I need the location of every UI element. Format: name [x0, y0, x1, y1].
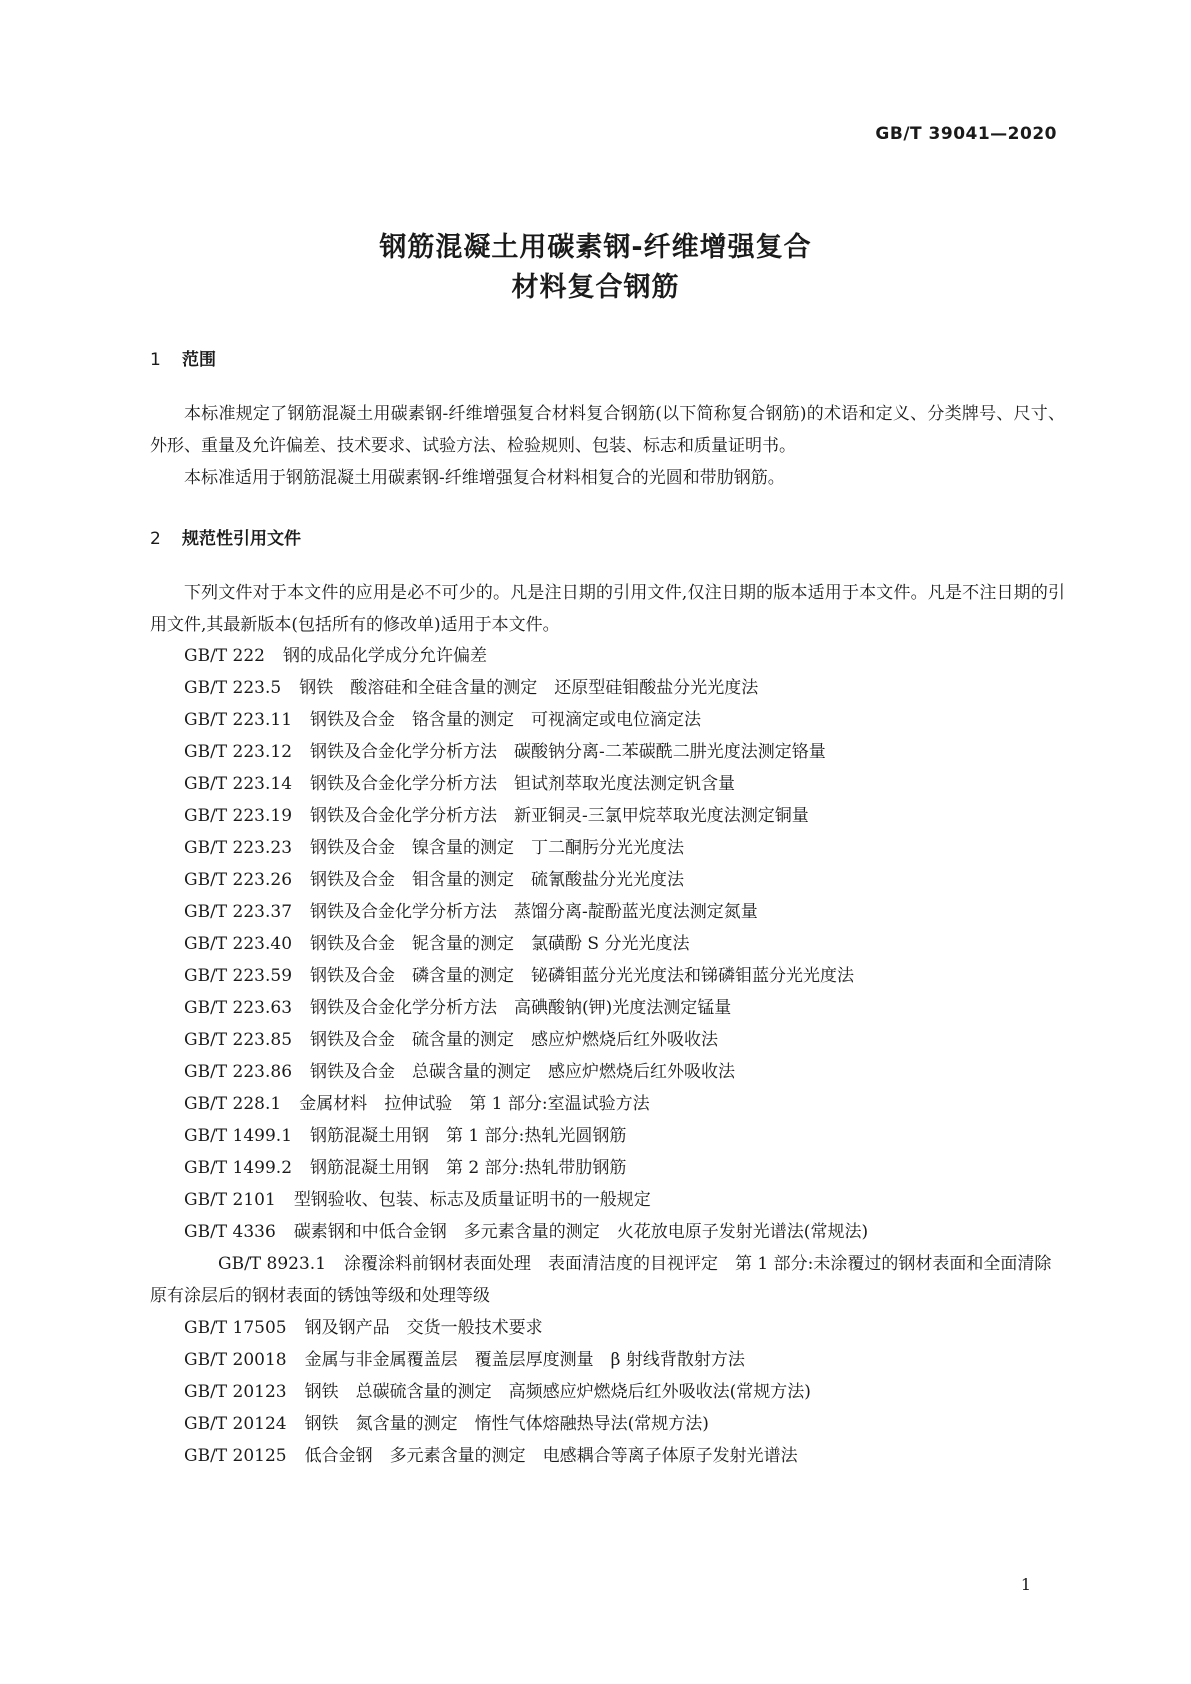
reference-title: 金属与非金属覆盖层 覆盖层厚度测量 β 射线背散射方法 — [304, 1350, 745, 1370]
reference-code: GB/T 223.85 — [184, 1030, 293, 1050]
reference-code: GB/T 223.40 — [184, 934, 293, 954]
reference-item — [150, 1248, 1065, 1312]
reference-code: GB/T 223.26 — [184, 870, 293, 890]
reference-item — [150, 1120, 1065, 1152]
reference-title: 钢铁 氮含量的测定 惰性气体熔融热导法(常规方法) — [304, 1414, 709, 1434]
reference-code: GB/T 222 — [184, 646, 265, 666]
paragraph: 下列文件对于本文件的应用是必不可少的。凡是注日期的引用文件,仅注日期的版本适用于本文件。凡是不注日期的引用文件,其最新版本(包括所有的修改单)适用于本文件。 — [150, 583, 1065, 635]
reference-item — [150, 1056, 1065, 1088]
reference-item — [150, 1216, 1065, 1248]
reference-item — [150, 1312, 1065, 1344]
section-title: 范围 — [182, 350, 216, 370]
section-1-body — [150, 398, 1065, 494]
reference-item — [150, 832, 1065, 864]
reference-code: GB/T 223.11 — [184, 710, 293, 730]
section-1-heading — [150, 345, 216, 370]
reference-code: GB/T 223.14 — [184, 774, 293, 794]
reference-code: GB/T 17505 — [184, 1318, 287, 1338]
reference-code: GB/T 20125 — [184, 1446, 287, 1466]
reference-item — [150, 768, 1065, 800]
reference-title: 钢铁及合金 铌含量的测定 氯磺酚 S 分光光度法 — [310, 934, 690, 954]
standard-code: GB/T 39041—2020 — [875, 124, 1057, 144]
reference-title: 钢铁及合金化学分析方法 新亚铜灵-三氯甲烷萃取光度法测定铜量 — [310, 806, 809, 826]
reference-title: 钢铁及合金 镍含量的测定 丁二酮肟分光光度法 — [310, 838, 685, 858]
reference-title: 金属材料 拉伸试验 第 1 部分:室温试验方法 — [299, 1094, 650, 1114]
reference-item — [150, 1408, 1065, 1440]
reference-item — [150, 1440, 1065, 1472]
reference-code: GB/T 4336 — [184, 1222, 276, 1242]
paragraph: 本标准适用于钢筋混凝土用碳素钢-纤维增强复合材料相复合的光圆和带肋钢筋。 — [184, 468, 785, 488]
reference-code: GB/T 20018 — [184, 1350, 287, 1370]
reference-title: 钢铁及合金化学分析方法 蒸馏分离-靛酚蓝光度法测定氮量 — [310, 902, 758, 922]
reference-item — [150, 1184, 1065, 1216]
reference-item — [150, 704, 1065, 736]
reference-title: 钢铁及合金化学分析方法 碳酸钠分离-二苯碳酰二肼光度法测定铬量 — [310, 742, 826, 762]
title-line-1: 钢筋混凝土用碳素钢-纤维增强复合 — [379, 232, 812, 263]
reference-title: 钢及钢产品 交货一般技术要求 — [304, 1318, 543, 1338]
reference-title: 钢铁 总碳硫含量的测定 高频感应炉燃烧后红外吸收法(常规方法) — [304, 1382, 811, 1402]
reference-item — [150, 640, 1065, 672]
paragraph: 本标准规定了钢筋混凝土用碳素钢-纤维增强复合材料复合钢筋(以下简称复合钢筋)的术语和定义、分类牌号、尺寸、外形、重量及允许偏差、技术要求、试验方法、检验规则、包装、标志和质量证明书。 — [150, 404, 1065, 456]
reference-code: GB/T 8923.1 — [218, 1254, 327, 1274]
section-2-heading — [150, 524, 301, 549]
reference-title: 钢铁 酸溶硅和全硅含量的测定 还原型硅钼酸盐分光光度法 — [299, 678, 759, 698]
reference-item — [150, 1024, 1065, 1056]
reference-item — [150, 736, 1065, 768]
reference-code: GB/T 223.12 — [184, 742, 293, 762]
reference-item — [150, 1088, 1065, 1120]
reference-code: GB/T 20123 — [184, 1382, 287, 1402]
section-title: 规范性引用文件 — [182, 529, 301, 549]
reference-title: 钢铁及合金 总碳含量的测定 感应炉燃烧后红外吸收法 — [310, 1062, 736, 1082]
reference-title: 碳素钢和中低合金钢 多元素含量的测定 火花放电原子发射光谱法(常规法) — [293, 1222, 869, 1242]
reference-title: 低合金钢 多元素含量的测定 电感耦合等离子体原子发射光谱法 — [304, 1446, 798, 1466]
reference-item — [150, 1376, 1065, 1408]
reference-title: 钢铁及合金 硫含量的测定 感应炉燃烧后红外吸收法 — [310, 1030, 719, 1050]
reference-title: 钢筋混凝土用钢 第 1 部分:热轧光圆钢筋 — [310, 1126, 627, 1146]
reference-code: GB/T 223.59 — [184, 966, 293, 986]
section-number: 1 — [150, 350, 161, 370]
reference-item — [150, 896, 1065, 928]
reference-code: GB/T 223.63 — [184, 998, 293, 1018]
reference-item — [150, 672, 1065, 704]
reference-item — [150, 928, 1065, 960]
section-2-intro — [150, 577, 1065, 641]
reference-code: GB/T 20124 — [184, 1414, 287, 1434]
reference-code: GB/T 228.1 — [184, 1094, 282, 1114]
title-line-2: 材料复合钢筋 — [511, 272, 680, 303]
reference-title: 钢铁及合金化学分析方法 钽试剂萃取光度法测定钒含量 — [310, 774, 736, 794]
reference-code: GB/T 223.23 — [184, 838, 293, 858]
reference-title: 钢铁及合金化学分析方法 高碘酸钠(钾)光度法测定锰量 — [310, 998, 732, 1018]
reference-title: 钢筋混凝土用钢 第 2 部分:热轧带肋钢筋 — [310, 1158, 627, 1178]
reference-title: 钢铁及合金 磷含量的测定 铋磷钼蓝分光光度法和锑磷钼蓝分光光度法 — [310, 966, 855, 986]
reference-code: GB/T 223.5 — [184, 678, 282, 698]
reference-code: GB/T 2101 — [184, 1190, 276, 1210]
document-title — [0, 228, 1191, 308]
reference-code: GB/T 223.86 — [184, 1062, 293, 1082]
page-number: 1 — [1020, 1575, 1031, 1594]
normative-references-list — [150, 640, 1065, 1472]
reference-code: GB/T 1499.2 — [184, 1158, 293, 1178]
section-number: 2 — [150, 529, 161, 549]
reference-code: GB/T 223.37 — [184, 902, 293, 922]
reference-title: 钢铁及合金 钼含量的测定 硫氰酸盐分光光度法 — [310, 870, 685, 890]
reference-item — [150, 864, 1065, 896]
reference-title: 型钢验收、包装、标志及质量证明书的一般规定 — [293, 1190, 651, 1210]
reference-title: 钢铁及合金 铬含量的测定 可视滴定或电位滴定法 — [310, 710, 702, 730]
reference-item — [150, 992, 1065, 1024]
reference-item — [150, 800, 1065, 832]
reference-item — [150, 1344, 1065, 1376]
reference-item — [150, 1152, 1065, 1184]
reference-code: GB/T 223.19 — [184, 806, 293, 826]
reference-code: GB/T 1499.1 — [184, 1126, 293, 1146]
reference-item — [150, 960, 1065, 992]
reference-title: 涂覆涂料前钢材表面处理 表面清洁度的目视评定 第 1 部分:未涂覆过的钢材表面和全面清除原有涂层后的钢材表面的锈蚀等级和处理等级 — [150, 1254, 1052, 1306]
reference-title: 钢的成品化学成分允许偏差 — [283, 646, 487, 666]
